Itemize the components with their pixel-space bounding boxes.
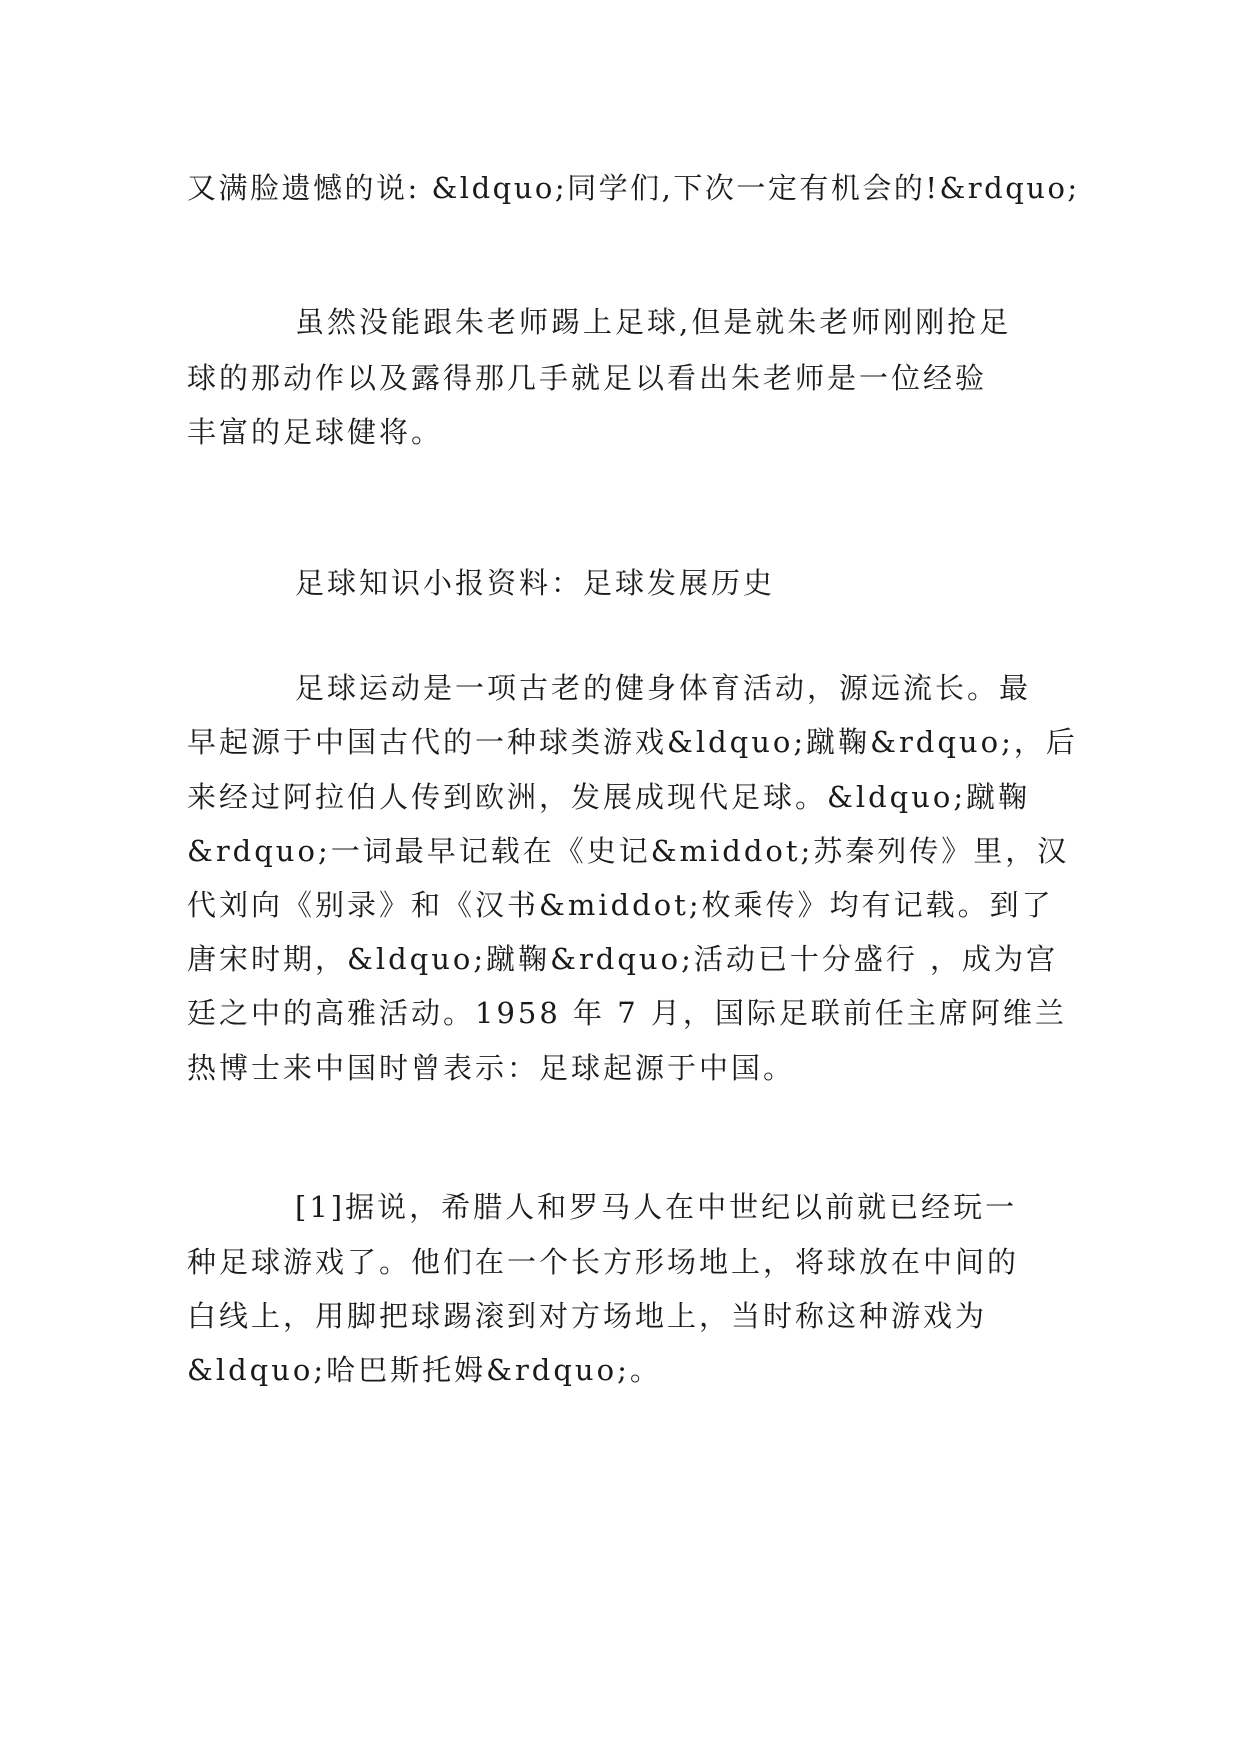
text-line: 足球运动是一项古老的健身体育活动，源远流长。最	[295, 671, 1032, 705]
text-line: [1]据说，希腊人和罗马人在中世纪以前就已经玩一	[295, 1190, 1018, 1224]
text-line: 来经过阿拉伯人传到欧洲，发展成现代足球。&ldquo;蹴鞠	[187, 780, 1031, 814]
text-line: 早起源于中国古代的一种球类游戏&ldquo;蹴鞠&rdquo;，后	[187, 725, 1078, 759]
text-line: 虽然没能跟朱老师踢上足球,但是就朱老师刚刚抢足	[295, 305, 1012, 339]
text-line: 廷之中的高雅活动。1958 年 7 月，国际足联前任主席阿维兰	[187, 996, 1067, 1030]
text-line: 种足球游戏了。他们在一个长方形场地上，将球放在中间的	[187, 1245, 1020, 1279]
text-line: 唐宋时期，&ldquo;蹴鞠&rdquo;活动已十分盛行 ，成为宫	[187, 942, 1059, 976]
text-line: 丰富的足球健将。	[187, 415, 444, 449]
text-line: 又满脸遗憾的说: &ldquo;同学们,下次一定有机会的!&rdquo;	[187, 171, 1080, 205]
heading-line: 足球知识小报资料：足球发展历史	[295, 566, 776, 600]
text-line: 球的那动作以及露得那几手就足以看出朱老师是一位经验	[187, 361, 988, 395]
text-line: 代刘向《别录》和《汉书&middot;枚乘传》均有记载。到了	[187, 888, 1054, 922]
text-line: 热博士来中国时曾表示：足球起源于中国。	[187, 1051, 796, 1085]
text-line: &rdquo;一词最早记载在《史记&middot;苏秦列传》里，汉	[187, 834, 1070, 868]
text-line: 白线上，用脚把球踢滚到对方场地上，当时称这种游戏为	[187, 1299, 988, 1333]
text-line: &ldquo;哈巴斯托姆&rdquo;。	[187, 1353, 662, 1387]
